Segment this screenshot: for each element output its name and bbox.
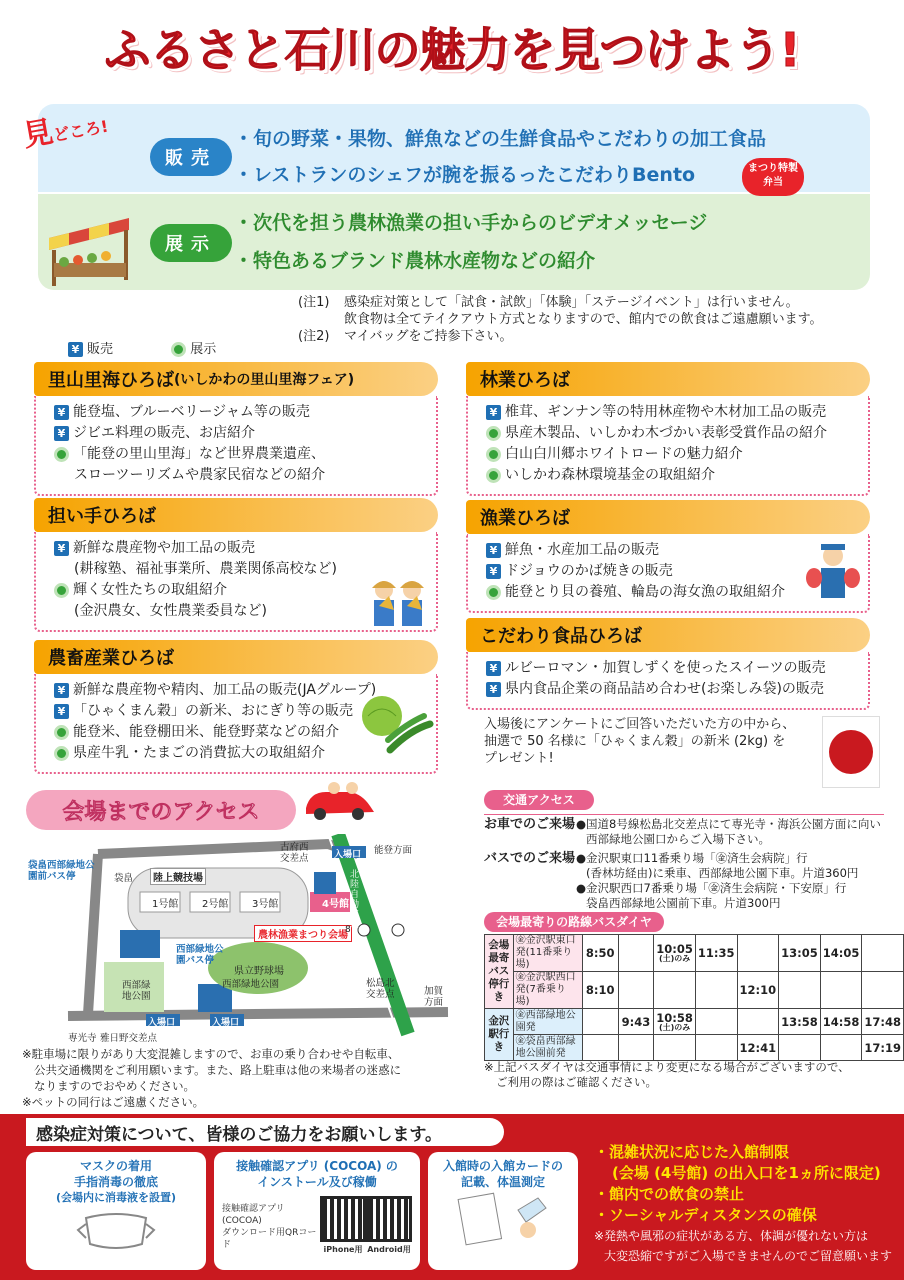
display-icon	[54, 447, 69, 462]
section-ringyo	[466, 362, 870, 496]
bus-time-cell	[654, 1035, 696, 1061]
bus-time-cell	[618, 935, 654, 972]
yen-icon: ¥	[54, 541, 69, 556]
display-line-2: ・特色あるブランド農林水産物などの紹介	[234, 250, 596, 272]
map-label-entrance: 入場口	[148, 1018, 176, 1028]
bus-stop-cell: ㊎金沢駅西口発(7番乗り場)	[513, 972, 582, 1009]
bus-group-label: 会場最寄バス停行き	[485, 935, 514, 1009]
map-label-park: 西部緑地公園	[122, 980, 151, 1002]
bus-tag: 会場最寄りの路線バスダイヤ	[484, 912, 664, 932]
list-item: ¥ 県内食品企業の商品詰め合わせ(お楽しみ袋)の販売	[486, 679, 858, 700]
list-item-continued: スローツーリズムや農家民宿などの紹介	[74, 467, 326, 483]
table-row	[485, 935, 904, 972]
table-row	[485, 1009, 904, 1035]
notes: (注1) 感染症対策として「試食・試飲」「体験」「ステージイベント」は行いません。 飲食物は全てテイクアウト方式となりますので、館内での飲食はご遠慮願います。 (注2) マイバッグをご持参下さい。	[298, 295, 823, 344]
bus-stop-cell: ㊎袋畠西部緑地公園前発	[513, 1035, 582, 1061]
display-icon	[486, 447, 501, 462]
covid-rules: ・混雑状況に応じた入館制限 (会場 (4号館) の出入口を1ヵ所に限定) ・館内での飲食の禁止 ・ソーシャルディスタンスの確保	[594, 1143, 881, 1224]
farmers-illustration	[364, 576, 434, 636]
bus-time-cell	[737, 1009, 779, 1035]
bus-time-cell: 13:05	[779, 935, 821, 972]
map-label-road: 北陸自動車道	[350, 870, 360, 930]
sale-pill: 販売	[150, 138, 232, 176]
covid-title: 感染症対策について、皆様のご協力をお願いします。	[26, 1118, 504, 1146]
bus-time-cell	[695, 1035, 737, 1061]
yen-icon: ¥	[486, 564, 501, 579]
bus-group-label: 金沢駅行き	[485, 1009, 514, 1061]
section-title: 農畜産業ひろば	[34, 640, 438, 674]
list-item: 「能登の里山里海」など世界農業遺産、	[54, 444, 426, 465]
car-illustration	[300, 780, 380, 822]
list-item-continued: (耕稼塾、福祉事業所、農業関係高校など)	[74, 561, 337, 577]
bus-time-cell	[862, 972, 904, 1009]
section-satoyama	[34, 362, 438, 496]
bus-time-cell	[820, 972, 862, 1009]
map-label-stop2: 西部緑地公園バス停	[176, 944, 224, 966]
bus-time-cell	[779, 972, 821, 1009]
section-kodawari	[466, 618, 870, 710]
access-title: 会場までのアクセス	[26, 790, 296, 830]
mask-icon	[76, 1210, 156, 1250]
display-icon	[54, 746, 69, 761]
bus-stop-cell: ㊎金沢駅東口発(11番乗り場)	[513, 935, 582, 972]
display-icon	[54, 583, 69, 598]
yen-icon: ¥	[486, 405, 501, 420]
yen-icon: ¥	[54, 704, 69, 719]
map-label-hall4: 4号館	[322, 899, 349, 910]
card-entry: 入館時の入館カードの 記載、体温測定	[428, 1152, 578, 1270]
traffic-info: お車でのご来場 ●国道8号線松島北交差点にて専光寺・海浜公園方面に向い 西部緑地公園口からご入場下さい。 バスでのご来場 ●金沢駅東口11番乗り場「㊎済生会病院」行 (香林坊経由)に乗車、西部緑地公園下車。片道360円 ●金沢駅西口7番乗り場「㊎済生会病院・下安原」行 袋畠西部緑地公園前下車。片道300円	[484, 814, 884, 915]
section-title: こだわり食品ひろば	[466, 618, 870, 652]
market-stall-illustration	[44, 208, 134, 288]
list-item: 白山白川郷ホワイトロードの魅力紹介	[486, 444, 858, 465]
display-icon	[54, 725, 69, 740]
vegetable-illustration	[360, 694, 434, 760]
page-title: ふるさと石川の魅力を見つけよう!	[104, 23, 800, 77]
map-label-senkoji: 専光寺	[68, 1033, 97, 1044]
display-line-1: ・次代を担う農林漁業の担い手からのビデオメッセージ	[234, 212, 708, 234]
bus-time-cell	[862, 935, 904, 972]
fisherman-illustration	[806, 542, 860, 608]
map-label-park2: 西部緑地公園	[222, 979, 280, 990]
list-item: ¥ ジビエ料理の販売、お店紹介	[54, 423, 426, 444]
list-item: いしかわ森林環境基金の取組紹介	[486, 465, 858, 486]
section-title: 担い手ひろば	[34, 498, 438, 532]
entry-card-icon	[448, 1190, 558, 1246]
map-label-kaga: 加賀方面	[424, 986, 444, 1008]
bus-time-cell: 14:58	[820, 1009, 862, 1035]
list-item: 輝く女性たちの取組紹介	[54, 580, 426, 601]
list-item: ¥ 椎茸、ギンナン等の特用林産物や木材加工品の販売	[486, 402, 858, 423]
traffic-tag: 交通アクセス	[484, 790, 594, 810]
qr-code-iphone[interactable]	[320, 1196, 366, 1242]
bus-footnote: ※上記バスダイヤは交通事情により変更になる場合がございますので、 ご利用の際はご確認ください。	[484, 1060, 850, 1089]
display-icon	[171, 342, 186, 357]
bus-time-cell: 13:58	[779, 1009, 821, 1035]
legend: ¥ 販売 展示	[68, 338, 216, 357]
bus-time-cell	[695, 1009, 737, 1035]
list-item: ¥ 「ひゃくまん穀」の新米、おにぎり等の販売	[54, 701, 426, 722]
display-icon	[486, 426, 501, 441]
map-label-hall1: 1号館	[152, 899, 179, 910]
map-label-hall2: 2号館	[202, 899, 229, 910]
bus-time-cell: 11:35	[695, 935, 737, 972]
display-icon	[486, 585, 501, 600]
list-item: ¥ 能登塩、ブルーベリージャム等の販売	[54, 402, 426, 423]
list-item: 能登とり貝の養殖、輪島の海女漁の取組紹介	[486, 582, 858, 603]
bus-time-cell: 8:50	[582, 935, 618, 972]
display-icon	[486, 468, 501, 483]
list-item: ¥ ドジョウのかば焼きの販売	[486, 561, 858, 582]
list-item: ¥ 鮮魚・水産加工品の販売	[486, 540, 858, 561]
bus-time-cell: 14:05	[820, 935, 862, 972]
map-label-entrance2: 入場口	[212, 1018, 240, 1028]
list-item-continued: (金沢農女、女性農業委員など)	[74, 603, 267, 619]
yen-icon: ¥	[54, 426, 69, 441]
display-pill: 展示	[150, 224, 232, 262]
map-label-matsushima: 松島北交差点	[366, 978, 395, 1000]
map-label-kitanishi: 古府西交差点	[280, 842, 309, 864]
section-title: 漁業ひろば	[466, 500, 870, 534]
covid-footer: ※発熱や風邪の症状がある方、体調が優れない方は 大変恐縮ですがご入場できませんのでご留意願います	[594, 1229, 893, 1263]
yen-icon: ¥	[486, 543, 501, 558]
sale-line-2: ・レストランのシェフが腕を振るったこだわりBento	[234, 164, 696, 186]
list-item: ¥ ルビーロマン・加賀しずくを使ったスイーツの販売	[486, 658, 858, 679]
list-item: 能登米、能登棚田米、能登野菜などの紹介	[54, 722, 426, 743]
qr-code-android[interactable]	[366, 1196, 412, 1242]
table-row	[485, 972, 904, 1009]
bento-tag: まつり特製 弁当	[742, 158, 804, 196]
yen-icon: ¥	[486, 682, 501, 697]
section-title: 里山里海ひろば (いしかわの里山里海フェア)	[34, 362, 438, 396]
bus-time-cell	[618, 972, 654, 1009]
bus-time-cell: 9:43	[618, 1009, 654, 1035]
bus-time-cell	[618, 1035, 654, 1061]
map-label-yuhi: 雅日野交差点	[100, 1033, 158, 1044]
list-item: ¥ 新鮮な農産物や精肉、加工品の販売(JAグループ)	[54, 680, 426, 701]
bus-time-cell: 17:19	[862, 1035, 904, 1061]
rice-bag-illustration	[822, 716, 880, 788]
sale-line-1: ・旬の野菜・果物、鮮魚などの生鮮食品やこだわりの加工食品	[234, 128, 767, 150]
map-label-stop1: 袋畠西部緑地公園前バス停	[28, 860, 95, 882]
bus-time-cell	[695, 972, 737, 1009]
yen-icon: ¥	[54, 683, 69, 698]
bus-time-cell	[654, 972, 696, 1009]
map-label-route8: 8	[345, 925, 351, 935]
yen-icon: ¥	[54, 405, 69, 420]
yen-icon: ¥	[486, 661, 501, 676]
list-item: 県産木製品、いしかわ木づかい表彰受賞作品の紹介	[486, 423, 858, 444]
map-label-baseball: 県立野球場	[234, 966, 284, 977]
bus-timetable	[484, 934, 904, 1061]
bus-time-cell: 10:58 (土)のみ	[654, 1009, 696, 1035]
map-label-venue: 農林漁業まつり会場	[254, 925, 352, 942]
card-mask: マスクの着用 手指消毒の徹底 (会場内に消毒液を設置)	[26, 1152, 206, 1270]
section-title: 林業ひろば	[466, 362, 870, 396]
map-label-hall3: 3号館	[252, 899, 279, 910]
bus-stop-cell: ㊎西部緑地公園発	[513, 1009, 582, 1035]
highlight-badge: 見どころ!	[20, 114, 110, 155]
map-label-noto: 能登方面	[374, 845, 413, 856]
bus-time-cell: 12:10	[737, 972, 779, 1009]
bus-time-cell	[820, 1035, 862, 1061]
lottery-text: 入場後にアンケートにご回答いただいた方の中から、 抽選で 50 名様に「ひゃくまん穀」の新米 (2kg) を プレゼント!	[484, 717, 796, 766]
bus-time-cell: 10:05 (土)のみ	[654, 935, 696, 972]
bus-time-cell	[582, 1035, 618, 1061]
list-item: 県産牛乳・たまごの消費拡大の取組紹介	[54, 743, 426, 764]
bus-time-cell: 8:10	[582, 972, 618, 1009]
list-item: ¥ 新鮮な農産物や加工品の販売	[54, 538, 426, 559]
bus-time-cell	[779, 1035, 821, 1061]
access-notes: ※駐車場に限りがあり大変混雑しますので、お車の乗り合わせや自転車、 公共交通機関をご利用願います。また、路上駐車は他の来場者の迷惑に なりますのでおやめください。 ※ペットの同行はご遠慮ください。	[22, 1047, 402, 1109]
map-label-entrance3: 入場口	[334, 850, 362, 860]
bus-time-cell	[582, 1009, 618, 1035]
bus-time-cell: 17:48	[862, 1009, 904, 1035]
yen-icon: ¥	[68, 342, 83, 357]
map-label-fukuro: 袋畠	[114, 873, 134, 884]
map-label-stadium: 陸上競技場	[150, 868, 206, 885]
table-row	[485, 1035, 904, 1061]
bus-time-cell: 12:41	[737, 1035, 779, 1061]
bus-time-cell	[737, 935, 779, 972]
card-cocoa: 接触確認アプリ (COCOA) の インストール及び稼働 接触確認アプリ (COCOA) ダウンロード用QRコード iPhone用 Android用	[214, 1152, 420, 1270]
